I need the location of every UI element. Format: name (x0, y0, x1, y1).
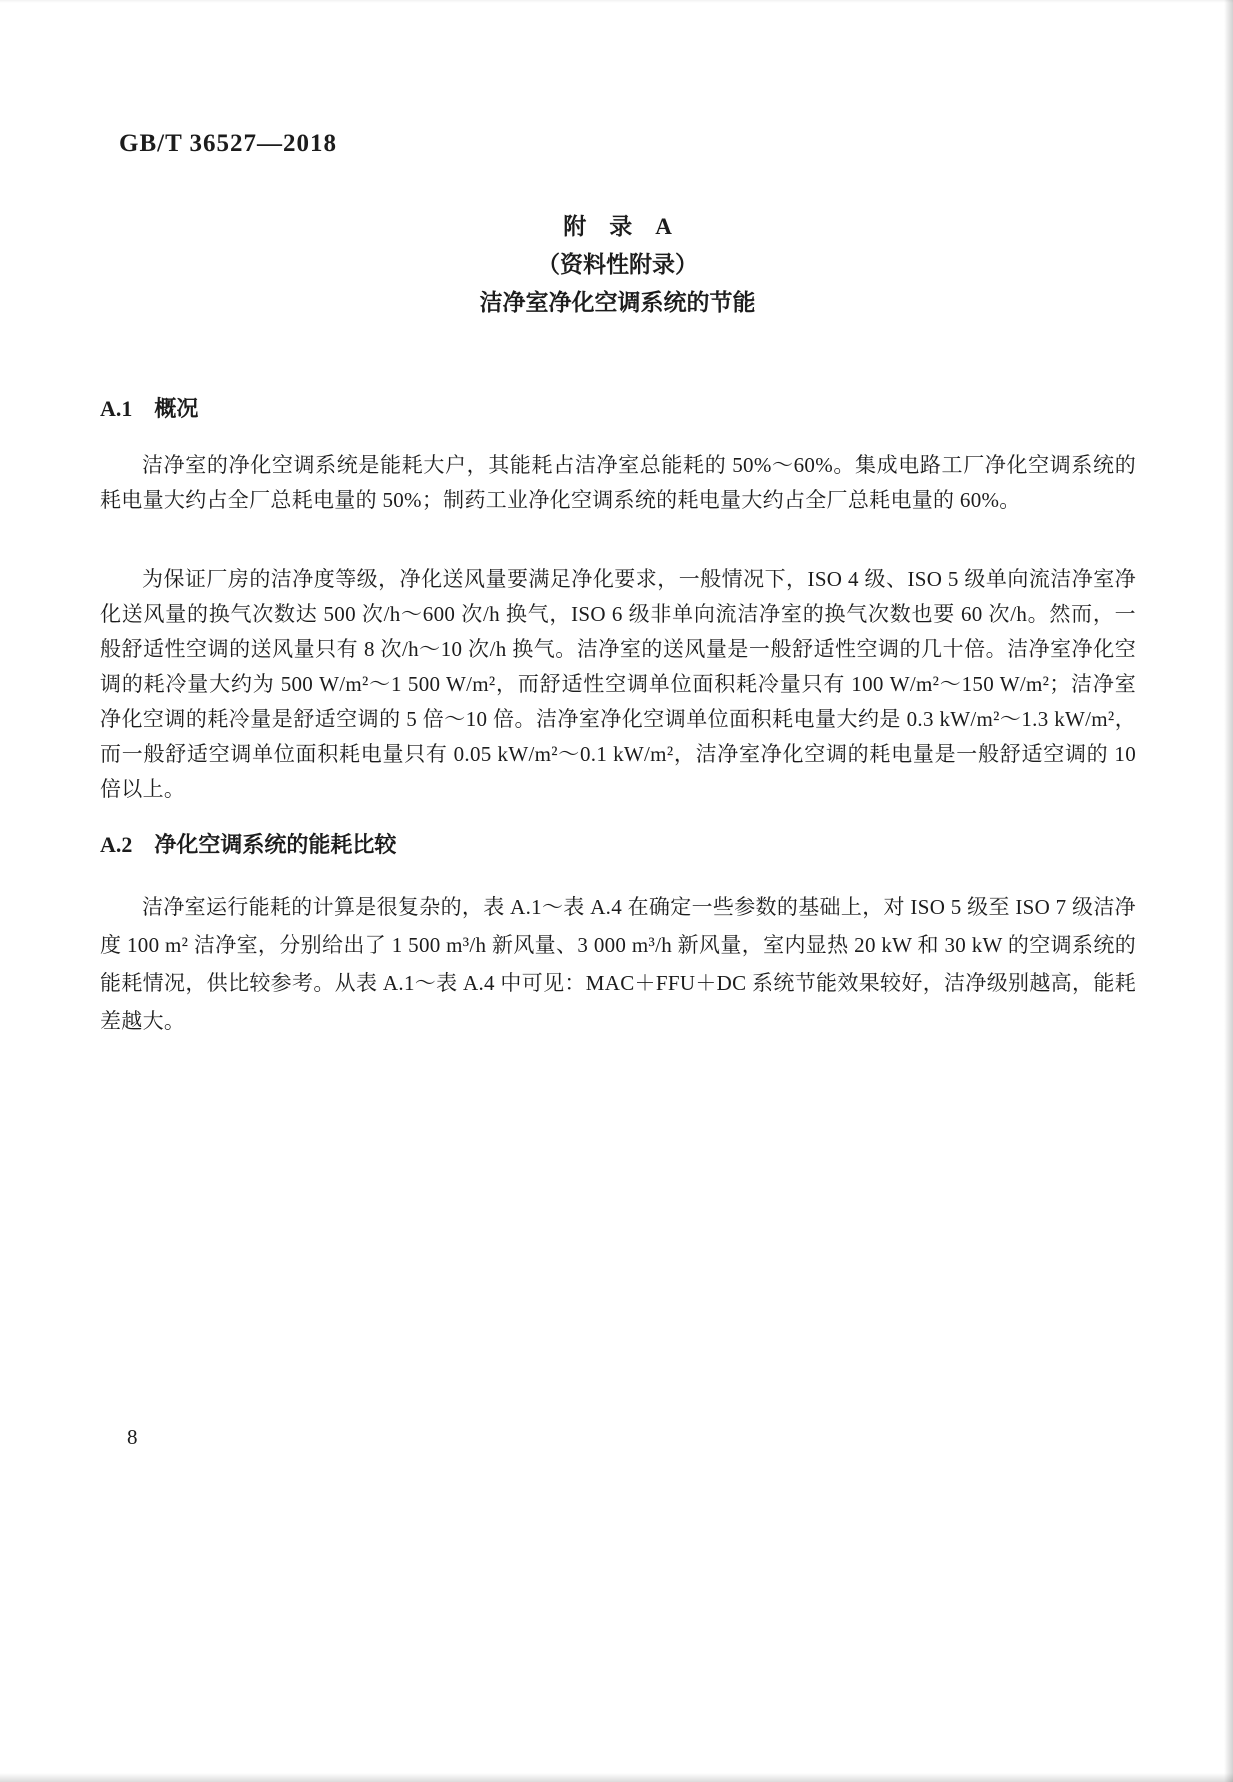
section-a2-paragraph-1: 洁净室运行能耗的计算是很复杂的，表 A.1～表 A.4 在确定一些参数的基础上，对 ISO 5 级至 ISO 7 级洁净度 100 m² 洁净室，分别给出了 1 500 m³/h 新风量、3 000 m³/h 新风量，室内显热 20 kW 和 30 kW 的空调系统的能耗情况，供比较参考。从表 A.1～表 A.4 中可见：MAC＋FFU＋DC 系统节能效果较好，洁净级别越高，能耗差越大。 (100, 895, 1136, 1033)
appendix-title: 洁净室净化空调系统的节能 (479, 290, 756, 315)
section-heading-a2: A.2 净化空调系统的能耗比较 (100, 832, 397, 857)
appendix-type-label: （资料性附录） (537, 252, 698, 277)
section-heading-a1: A.1 概况 (100, 396, 199, 421)
standard-number-header: GB/T 36527—2018 (119, 130, 338, 157)
section-a1-paragraph-2: 为保证厂房的洁净度等级，净化送风量要满足净化要求，一般情况下，ISO 4 级、ISO 5 级单向流洁净室净化送风量的换气次数达 500 次/h～600 次/h 换气，ISO 6 级非单向流洁净室的换气次数也要 60 次/h。然而，一般舒适性空调的送风量只有 8 次/h～10 次/h 换气。洁净室的送风量是一般舒适性空调的几十倍。洁净室净化空调的耗冷量大约为 500 W/m²～1 500 W/m²，而舒适性空调单位面积耗冷量只有 100 W/m²～150 W/m²；洁净室净化空调的耗冷量是舒适空调的 5 倍～10 倍。洁净室净化空调单位面积耗电量大约是 0.3 kW/m²～1.3 kW/m²，而一般舒适空调单位面积耗电量只有 0.05 kW/m²～0.1 kW/m²，洁净室净化空调的耗电量是一般舒适空调的 10 倍以上。 (100, 567, 1136, 801)
appendix-label: 附 录 A (563, 214, 672, 239)
scan-edge-bottom (0, 1773, 1233, 1782)
appendix-title-block (100, 208, 1135, 322)
scan-edge-top (0, 0, 1233, 3)
section-a1-paragraph-1: 洁净室的净化空调系统是能耗大户，其能耗占洁净室总能耗的 50%～60%。集成电路工厂净化空调系统的耗电量大约占全厂总耗电量的 50%；制药工业净化空调系统的耗电量大约占全厂总耗电量的 60%。 (100, 453, 1136, 512)
page-number: 8 (127, 1425, 138, 1449)
scan-edge-right (1224, 0, 1233, 1782)
